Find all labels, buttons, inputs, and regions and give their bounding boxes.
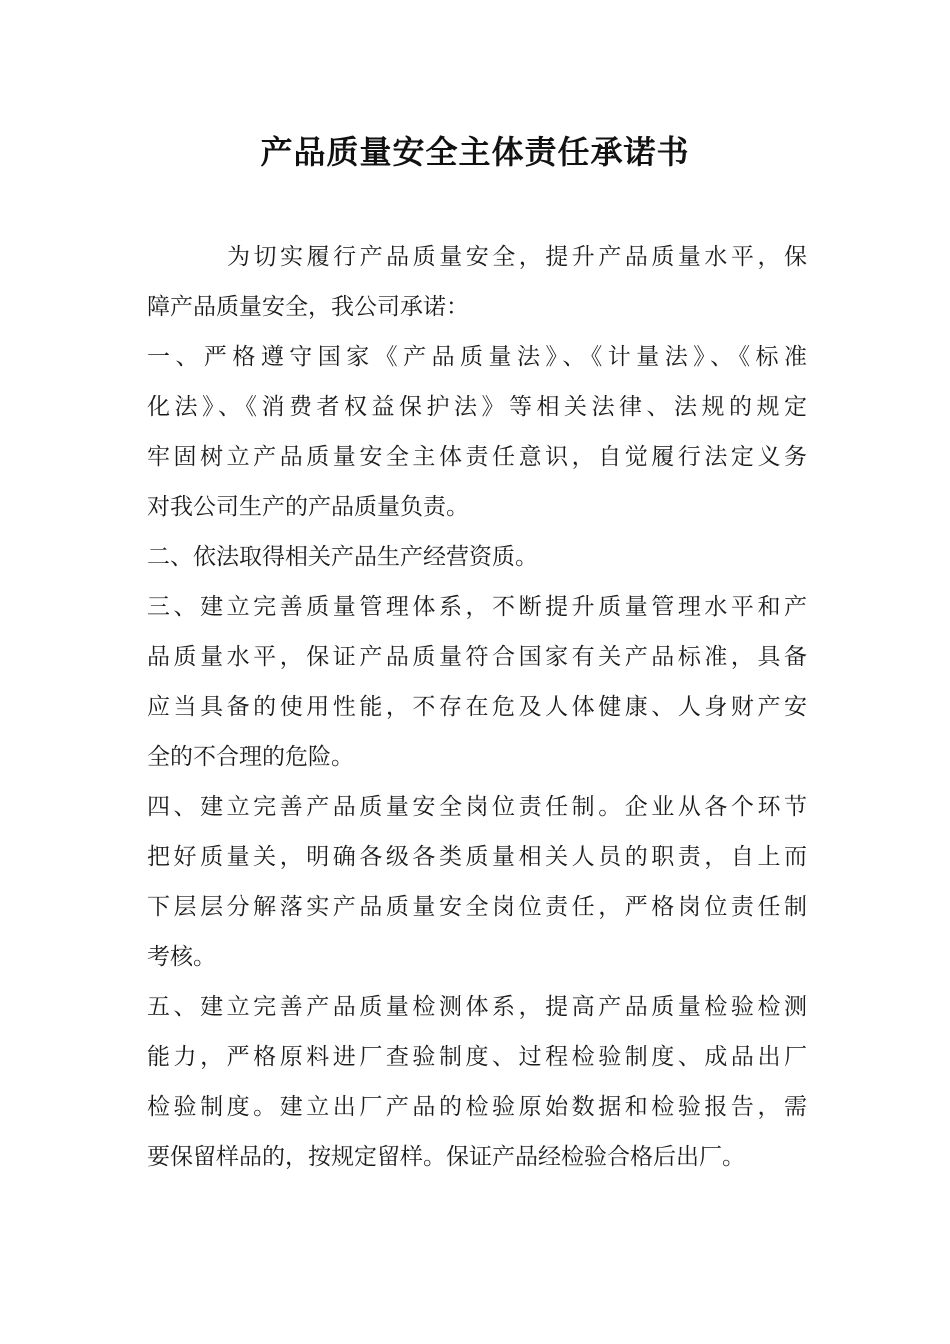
clause-3-line-1: 三、建立完善质量管理体系，不断提升质量管理水平和产 [147,594,807,620]
clause-4-line-2: 把好质量关，明确各级各类质量相关人员的职责，自上而 [147,844,807,870]
clause-1-line-1: 一、严格遵守国家《产品质量法》、《计量法》、《标准 [147,344,807,370]
clause-3-line-4: 全的不合理的危险。 [147,744,354,770]
clause-5-line-2: 能力，严格原料进厂查验制度、过程检验制度、成品出厂 [147,1044,807,1070]
clause-5-line-3: 检验制度。建立出厂产品的检验原始数据和检验报告，需 [147,1094,807,1120]
clause-1-line-3: 牢固树立产品质量安全主体责任意识，自觉履行法定义务 [147,444,807,470]
clause-5-line-1: 五、建立完善产品质量检测体系，提高产品质量检验检测 [147,994,807,1020]
clause-5-line-4: 要保留样品的，按规定留样。保证产品经检验合格后出厂。 [147,1144,745,1170]
document-title: 产品质量安全主体责任承诺书 [260,133,690,171]
clause-1-line-2: 化法》、《消费者权益保护法》等相关法律、法规的规定 [147,394,807,420]
clause-4-line-4: 考核。 [147,944,216,970]
clause-3-line-2: 品质量水平，保证产品质量符合国家有关产品标准，具备 [147,644,807,670]
clause-1-line-4: 对我公司生产的产品质量负责。 [147,494,469,520]
clause-2-line-1: 二、依法取得相关产品生产经营资质。 [147,544,538,570]
clause-4-line-1: 四、建立完善产品质量安全岗位责任制。企业从各个环节 [147,794,807,820]
clause-3-line-3: 应当具备的使用性能，不存在危及人体健康、人身财产安 [147,694,807,720]
document-body [147,232,807,1182]
intro-line-1: 为切实履行产品质量安全，提升产品质量水平，保 [227,244,807,270]
intro-line-2: 障产品质量安全，我公司承诺： [147,294,469,320]
clause-4-line-3: 下层层分解落实产品质量安全岗位责任，严格岗位责任制 [147,894,807,920]
